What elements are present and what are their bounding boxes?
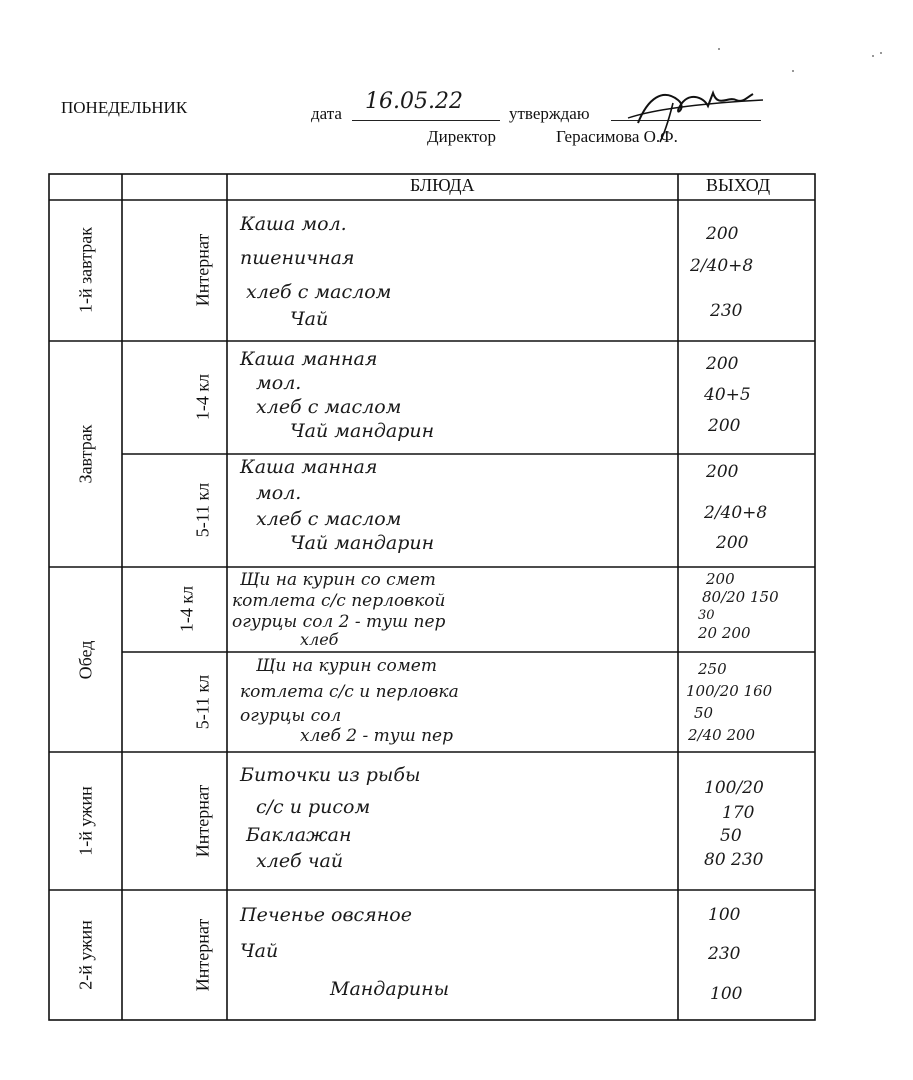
dish-line: Чай мандарин xyxy=(290,532,435,554)
dish-line: Баклажан xyxy=(246,824,352,846)
output-value: 50 xyxy=(694,704,714,722)
group-label: Интернат xyxy=(192,784,213,858)
dish-line: Щи на курин со смет xyxy=(240,570,436,590)
output-value: 80 230 xyxy=(704,850,764,870)
output-value: 100 xyxy=(710,984,743,1004)
dish-line: мол. xyxy=(256,372,302,394)
output-value: 100 xyxy=(708,905,741,925)
column-header-output: ВЫХОД xyxy=(706,175,771,195)
output-value: 200 xyxy=(706,462,739,482)
group-label: 1-4 кл xyxy=(192,373,213,421)
group-label: Интернат xyxy=(192,233,213,307)
dish-line: хлеб 2 - туш пер xyxy=(300,726,453,746)
output-value: 40+5 xyxy=(704,385,751,405)
date-label: дата xyxy=(311,104,342,123)
dish-line: котлета с/с перловкой xyxy=(232,591,446,611)
director-label: Директор xyxy=(427,127,496,146)
dish-line: Биточки из рыбы xyxy=(240,764,421,786)
dish-line: хлеб с маслом xyxy=(256,508,402,530)
dish-line: хлеб с маслом xyxy=(256,396,402,418)
output-value: 30 xyxy=(698,608,715,623)
group-label: 5-11 кл xyxy=(192,482,213,538)
dish-line: огурцы сол 2 - туш пер xyxy=(232,612,446,632)
dish-line: пшеничная xyxy=(240,247,355,269)
output-value: 100/20 160 xyxy=(686,682,773,700)
dish-line: хлеб чай xyxy=(256,850,344,872)
dish-line: хлеб с маслом xyxy=(246,281,392,303)
meal-label: Завтрак xyxy=(75,424,96,484)
meal-label: 1-й ужин xyxy=(75,786,96,856)
output-value: 2/40+8 xyxy=(704,503,768,523)
dish-line: Чай xyxy=(240,940,279,962)
output-value: 200 xyxy=(706,570,735,588)
output-value: 80/20 150 xyxy=(702,588,779,606)
group-label: 1-4 кл xyxy=(176,585,197,633)
output-value: 20 200 xyxy=(698,624,751,642)
output-value: 200 xyxy=(716,533,749,553)
dish-line: Чай мандарин xyxy=(290,420,435,442)
meal-label: 2-й ужин xyxy=(75,920,96,990)
output-value: 170 xyxy=(722,803,755,823)
group-label: Интернат xyxy=(192,918,213,992)
output-value: 2/40+8 xyxy=(690,256,754,276)
dish-line: котлета с/с и перловка xyxy=(240,682,459,702)
meal-label: Обед xyxy=(75,640,96,680)
output-value: 200 xyxy=(706,224,739,244)
dish-line: хлеб xyxy=(300,630,339,649)
approve-label: утверждаю xyxy=(509,104,590,123)
meal-label: 1-й завтрак xyxy=(75,226,96,314)
column-header-dishes: БЛЮДА xyxy=(410,175,475,195)
group-label: 5-11 кл xyxy=(192,674,213,730)
director-name: Герасимова О.Ф. xyxy=(556,127,678,146)
dish-line: Печенье овсяное xyxy=(240,904,412,926)
dish-line: Мандарины xyxy=(330,978,450,1000)
dish-line: Каша манная xyxy=(240,456,378,478)
dish-line: с/с и рисом xyxy=(256,796,371,818)
dish-line: Чай xyxy=(290,308,329,330)
output-value: 230 xyxy=(708,944,741,964)
output-value: 200 xyxy=(706,354,739,374)
output-value: 200 xyxy=(708,416,741,436)
output-value: 100/20 xyxy=(704,778,764,798)
output-value: 2/40 200 xyxy=(688,726,756,744)
dish-line: Каша мол. xyxy=(240,213,347,235)
date-value: 16.05.22 xyxy=(365,89,463,114)
output-value: 50 xyxy=(720,826,742,846)
dish-line: мол. xyxy=(256,482,302,504)
output-value: 230 xyxy=(710,301,743,321)
output-value: 250 xyxy=(698,660,727,678)
dish-line: огурцы сол xyxy=(240,706,342,726)
day-title: ПОНЕДЕЛЬНИК xyxy=(61,98,188,117)
dish-line: Щи на курин сомет xyxy=(256,656,437,676)
dish-line: Каша манная xyxy=(240,348,378,370)
